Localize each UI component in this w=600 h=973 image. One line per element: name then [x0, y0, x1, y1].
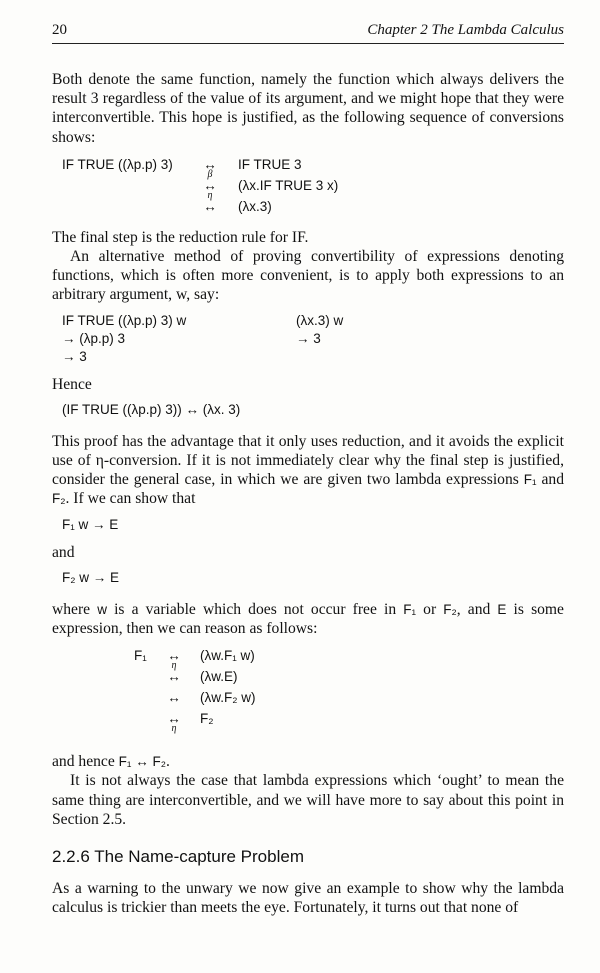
- eta-arrow: ↔ η: [167, 711, 181, 735]
- conversion-arrow: ↔: [167, 669, 181, 685]
- conversion-lhs: F₁: [134, 648, 147, 664]
- equation-f2: F₂ w → E: [62, 569, 119, 585]
- conversion-step: (λw.F₂ w): [200, 690, 256, 706]
- conversion-step: (λx.IF TRUE 3 x): [238, 177, 339, 193]
- conversion-step: IF TRUE 3: [238, 156, 302, 172]
- page-number: 20: [52, 22, 67, 38]
- paragraph-proof: This proof has the advantage that it only uses reduction, and it avoids the explicit use of η-conversion. If it is not immediately clear why the final step is justified, consider the general case, in which we are given two lambda expressions F₁ and F₂. If we can show that: [52, 432, 565, 508]
- eta-arrow: ↔ η: [167, 648, 181, 672]
- hence-label: Hence: [52, 375, 92, 393]
- chapter-title: Chapter 2 The Lambda Calculus: [367, 22, 564, 38]
- eta-arrow: ↔ η: [203, 177, 217, 201]
- paragraph-warning: As a warning to the unwary we now give an example to show why the lambda calculus is trickier than meets the eye. Fortunately, it turns out that none of: [52, 880, 564, 917]
- paragraph-not-always: It is not always the case that lambda expressions which ‘ought’ to mean the same thing are interconvertible, and we will have more to say about this point in Section 2.5.: [52, 772, 564, 828]
- paragraph-alternative: An alternative method of proving convertibility of expressions denoting functions, which is often more convenient, is to apply both expressions to an arbitrary argument, w, say:: [52, 248, 564, 304]
- reduction-left-line: → (λp.p) 3: [62, 330, 126, 346]
- equation-f1: F₁ w → E: [62, 516, 119, 532]
- conversion-step: (λx.3): [238, 198, 272, 214]
- conversion-sequence-1: [62, 157, 564, 220]
- reduction-block: [62, 313, 564, 367]
- section-heading: 2.2.6 The Name-capture Problem: [52, 847, 304, 867]
- book-page: [52, 22, 564, 917]
- conversion-step: (λw.E): [200, 669, 238, 685]
- paragraph-intro: Both denote the same function, namely the function which always delivers the result 3 regardless of the value of its argument, and we might hope that they were interconvertible. This hope is justified, as the following sequence of conversions shows:: [52, 71, 564, 146]
- conversion-arrow: ↔: [203, 198, 217, 214]
- conversion-step: F₂: [200, 711, 214, 727]
- conversion-step: (λw.F₁ w): [200, 648, 255, 664]
- running-header: [52, 22, 564, 44]
- reduction-left-line: IF TRUE ((λp.p) 3) w: [62, 312, 187, 328]
- reduction-right-line: → 3: [296, 330, 321, 346]
- reduction-right-line: (λx.3) w: [296, 312, 344, 328]
- conversion-arrow: ↔: [167, 690, 181, 706]
- paragraph-where: where w is a variable which does not occur free in F₁ or F₂, and E is some expression, then we can reason as follows:: [52, 600, 564, 638]
- beta-arrow: ↔ β: [203, 156, 217, 180]
- reduction-left-line: → 3: [62, 348, 87, 364]
- paragraph-final-step: The final step is the reduction rule for IF.: [52, 228, 309, 246]
- paragraph-hence: and hence F₁ ↔ F₂.: [52, 753, 170, 771]
- conversion-lhs: IF TRUE ((λp.p) 3): [62, 156, 173, 172]
- and-label: and: [52, 543, 75, 561]
- hence-expression: (IF TRUE ((λp.p) 3)) ↔ (λx. 3): [62, 401, 241, 417]
- conversion-sequence-2: [134, 648, 564, 735]
